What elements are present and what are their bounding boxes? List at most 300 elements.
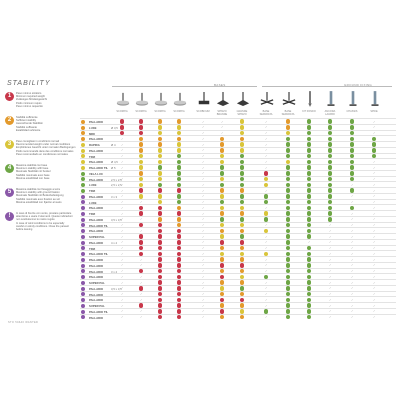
cell-not-applicable: /: [373, 251, 375, 256]
row-label: RAPIDA: [89, 143, 100, 147]
stability-rating-dot: [286, 315, 291, 320]
legend-text: Maximum stability with ground fixation: [16, 191, 60, 195]
row-label: LUXE: [89, 125, 97, 130]
row-label: VELA LUX: [89, 171, 103, 176]
cell-not-applicable: /: [121, 148, 123, 153]
cell-not-applicable: /: [351, 315, 353, 320]
column-header: GRANDE SPINZO: [236, 110, 248, 116]
row-size: Ø 4,5: [111, 160, 118, 165]
cell-not-applicable: /: [265, 205, 267, 210]
cell-not-applicable: /: [373, 223, 375, 228]
cell-not-applicable: /: [265, 257, 267, 262]
legend-text: Estabilidad suficiente: [16, 128, 41, 132]
row-label: PALLADIO: [89, 229, 104, 234]
row-label: PALLADIO: [89, 148, 104, 153]
cell-not-applicable: /: [351, 280, 353, 285]
cell-not-applicable: /: [329, 274, 331, 279]
cell-not-applicable: /: [221, 125, 223, 130]
row-label: PALLADIO TIL: [89, 223, 109, 228]
row-size: 3,5 x 3,5: [111, 217, 122, 222]
cell-not-applicable: /: [121, 200, 123, 205]
cell-not-applicable: /: [140, 263, 142, 268]
cell-not-applicable: /: [202, 165, 204, 170]
cell-not-applicable: /: [373, 234, 375, 239]
column-header: SCOBFIUM: [196, 110, 210, 113]
legend-text: Maximum stability with base: [16, 167, 49, 171]
legend-text: Massima stabilità con base: [16, 164, 48, 167]
cell-not-applicable: /: [373, 297, 375, 302]
cell-not-applicable: /: [202, 188, 204, 193]
cell-not-applicable: /: [121, 257, 123, 262]
row-label: PALLADIO: [89, 194, 104, 199]
cell-not-applicable: /: [202, 125, 204, 130]
row-label: PALLADIO: [89, 177, 104, 182]
column-header: SPINZO BRANDE: [216, 110, 228, 116]
cell-not-applicable: /: [373, 274, 375, 279]
cell-not-applicable: /: [202, 211, 204, 216]
group-rule-ground-fixing: [262, 86, 392, 87]
column-header: CHASSIS: [346, 110, 358, 113]
cell-not-applicable: /: [202, 309, 204, 314]
row-label: PALLADIO: [89, 120, 104, 124]
legend-text: Peso mínimo requerido: [16, 104, 43, 108]
column-header: SCORPIA: [116, 110, 128, 113]
legend-badge: 4: [5, 164, 14, 173]
page-title: STABILITY: [7, 80, 51, 87]
cell-not-applicable: /: [329, 228, 331, 233]
product-thumbnail-post: [346, 88, 360, 110]
cell-not-applicable: /: [121, 269, 123, 274]
cell-not-applicable: /: [265, 188, 267, 193]
row-label: PALLADIO: [89, 269, 104, 274]
legend-badge: 5: [5, 188, 14, 197]
row-label: PALLADIO: [89, 240, 104, 245]
legend-text: Máxima estabilidad con fijación al suelo: [16, 200, 62, 204]
column-header: BASE SEPARATA: [281, 110, 295, 116]
cell-not-applicable: /: [373, 246, 375, 251]
cell-not-applicable: /: [351, 303, 353, 308]
cell-not-applicable: /: [351, 217, 353, 222]
row-label: TRIZ: [89, 154, 96, 159]
group-rule-bases: [112, 86, 257, 87]
cell-not-applicable: /: [140, 315, 142, 320]
row-label: PALLADIO: [89, 298, 104, 303]
cell-not-applicable: /: [202, 292, 204, 297]
cell-not-applicable: /: [202, 217, 204, 222]
cell-not-applicable: /: [121, 309, 123, 314]
cell-not-applicable: /: [202, 280, 204, 285]
stability-rating-dot: [177, 315, 182, 320]
legend-text: Massima stabilità con fissaggio a terra: [16, 188, 60, 191]
row-stability-badge: [81, 315, 85, 319]
cell-not-applicable: /: [265, 292, 267, 297]
cell-not-applicable: /: [329, 286, 331, 291]
cell-not-applicable: /: [121, 142, 123, 147]
group-header-ground-fixing: GROUND FIXING: [344, 83, 373, 87]
legend-text: Recommended weight under normal conditions: [16, 143, 71, 147]
legend-text: Stabilité suffisante: [16, 125, 38, 129]
cell-not-applicable: /: [221, 119, 223, 124]
legend-text: Poids minimum requis: [16, 101, 42, 105]
row-size: Ø 3,5: [111, 125, 118, 130]
cell-not-applicable: /: [351, 269, 353, 274]
cell-not-applicable: /: [202, 263, 204, 268]
cell-not-applicable: /: [140, 297, 142, 302]
cell-not-applicable: /: [121, 297, 123, 302]
cell-not-applicable: /: [329, 246, 331, 251]
cell-not-applicable: /: [202, 297, 204, 302]
legend: [4, 92, 78, 236]
cell-not-applicable: /: [121, 165, 123, 170]
legend-text: Minimum required weight: [16, 95, 45, 99]
cell-not-applicable: /: [121, 240, 123, 245]
cell-not-applicable: /: [373, 228, 375, 233]
cell-not-applicable: /: [140, 280, 142, 285]
row-label: PALLADIO TIL: [89, 166, 109, 170]
cell-not-applicable: /: [121, 154, 123, 159]
legend-text: Ausreichende Stabilität: [16, 122, 43, 126]
row-label: PALLADIO: [89, 160, 104, 165]
product-thumbnail-stake: [303, 88, 317, 110]
cell-not-applicable: /: [202, 286, 204, 291]
cell-not-applicable: /: [373, 315, 375, 320]
cell-not-applicable: /: [329, 234, 331, 239]
cell-not-applicable: /: [265, 148, 267, 153]
row-label: PALLADIO TIL: [89, 309, 109, 314]
cell-not-applicable: /: [351, 309, 353, 314]
cell-not-applicable: /: [202, 119, 204, 124]
cell-not-applicable: /: [202, 159, 204, 164]
cell-not-applicable: /: [202, 240, 204, 245]
product-thumbnail-cross: [282, 88, 296, 110]
cell-not-applicable: /: [121, 188, 123, 193]
cell-not-applicable: /: [265, 303, 267, 308]
cell-not-applicable: /: [329, 223, 331, 228]
cell-not-applicable: /: [140, 274, 142, 279]
row-size: Ø 5: [111, 166, 116, 170]
cell-not-applicable: /: [329, 257, 331, 262]
cell-not-applicable: /: [202, 228, 204, 233]
row-label: PALLADIO: [89, 206, 104, 211]
row-label: PALLADIO TIL: [89, 252, 109, 257]
cell-not-applicable: /: [121, 315, 123, 320]
row-label: LUXE: [89, 183, 97, 188]
legend-item: [4, 212, 78, 234]
column-header: KIT FONDO: [302, 110, 316, 113]
cell-not-applicable: /: [373, 240, 375, 245]
cell-not-applicable: /: [329, 269, 331, 274]
cell-not-applicable: /: [373, 200, 375, 205]
row-label: PALLADIO: [89, 315, 104, 320]
product-thumbnail-disc: [173, 88, 187, 110]
cell-not-applicable: /: [121, 217, 123, 222]
cell-not-applicable: /: [140, 217, 142, 222]
cell-not-applicable: /: [121, 182, 123, 187]
column-header: SPIKE: [370, 110, 378, 113]
cell-not-applicable: /: [202, 142, 204, 147]
row-label: MIDI: [89, 131, 95, 136]
cell-not-applicable: /: [373, 171, 375, 176]
legend-text: Stabilità sufficiente: [16, 116, 38, 119]
legend-text: Empfohlenes Gewicht unter normalen Bedingungen: [16, 146, 76, 150]
cell-not-applicable: /: [351, 200, 353, 205]
cell-not-applicable: /: [373, 194, 375, 199]
cell-not-applicable: /: [202, 148, 204, 153]
cell-not-applicable: /: [265, 297, 267, 302]
cell-not-applicable: /: [121, 136, 123, 141]
row-label: PALLADIO: [89, 275, 104, 280]
cell-not-applicable: /: [121, 194, 123, 199]
cell-not-applicable: /: [265, 125, 267, 130]
footer-note: STO 50&40 WANTED: [8, 321, 39, 324]
legend-badge: !: [5, 212, 14, 221]
cell-not-applicable: /: [265, 269, 267, 274]
cell-not-applicable: /: [140, 228, 142, 233]
legend-text: Poids recommandé dans des conditions normales: [16, 149, 74, 153]
stability-rating-dot: [158, 315, 163, 320]
cell-not-applicable: /: [351, 251, 353, 256]
cell-not-applicable: /: [351, 228, 353, 233]
cell-not-applicable: /: [202, 234, 204, 239]
cell-not-applicable: /: [221, 131, 223, 136]
legend-badge: 1: [5, 92, 14, 101]
cell-not-applicable: /: [202, 251, 204, 256]
cell-not-applicable: /: [140, 309, 142, 314]
cell-not-applicable: /: [373, 286, 375, 291]
product-thumbnail-post: [324, 88, 338, 110]
legend-text: Peso mínimo sintético: [16, 92, 42, 95]
stability-rating-dot: [307, 315, 312, 320]
cell-not-applicable: /: [265, 280, 267, 285]
row-label: LUXE: [89, 200, 97, 205]
cell-not-applicable: /: [140, 257, 142, 262]
cell-not-applicable: /: [121, 280, 123, 285]
cell-not-applicable: /: [351, 234, 353, 239]
product-thumbnail-cross: [260, 88, 274, 110]
column-header: SCORPIA: [173, 110, 185, 113]
row-label: SUPER PAL: [89, 235, 105, 239]
cell-not-applicable: /: [265, 142, 267, 147]
column-header: BASE SEPARATA: [259, 110, 273, 116]
legend-text: Stabilité maximale avec fixation au sol: [16, 197, 60, 201]
cell-not-applicable: /: [265, 159, 267, 164]
cell-not-applicable: /: [265, 315, 267, 320]
cell-not-applicable: /: [351, 223, 353, 228]
row-label: PALLADIO: [89, 286, 104, 291]
row-size: Ø 4: [111, 143, 116, 147]
cell-not-applicable: /: [202, 136, 204, 141]
row-label: TRIZ: [89, 189, 96, 193]
cell-not-applicable: /: [265, 223, 267, 228]
legend-item: [4, 164, 78, 186]
cell-not-applicable: /: [140, 292, 142, 297]
cell-not-applicable: /: [121, 171, 123, 176]
cell-not-applicable: /: [202, 223, 204, 228]
cell-not-applicable: /: [202, 205, 204, 210]
cell-not-applicable: /: [121, 274, 123, 279]
product-thumbnail-block: [197, 88, 211, 110]
cell-not-applicable: /: [121, 159, 123, 164]
product-thumbnails: [112, 88, 392, 110]
cell-not-applicable: /: [351, 274, 353, 279]
cell-not-applicable: /: [373, 280, 375, 285]
cell-not-applicable: /: [373, 119, 375, 124]
cell-not-applicable: /: [202, 131, 204, 136]
cell-not-applicable: /: [351, 257, 353, 262]
cell-not-applicable: /: [121, 286, 123, 291]
cell-not-applicable: /: [373, 205, 375, 210]
legend-text: Maximale Stabilität mit Sockel: [16, 170, 51, 174]
cell-not-applicable: /: [351, 194, 353, 199]
row-size: 4 x 4: [111, 240, 118, 245]
legend-badge: 2: [5, 116, 14, 125]
cell-not-applicable: /: [373, 125, 375, 130]
product-thumbnail-disc: [154, 88, 168, 110]
cell-not-applicable: /: [121, 292, 123, 297]
stability-rating-dot: [220, 315, 225, 320]
legend-item: [4, 116, 78, 138]
cell-not-applicable: /: [351, 297, 353, 302]
cell-not-applicable: /: [373, 309, 375, 314]
cell-not-applicable: /: [329, 292, 331, 297]
cell-not-applicable: /: [121, 303, 123, 308]
cell-not-applicable: /: [373, 303, 375, 308]
cell-not-applicable: /: [329, 297, 331, 302]
cell-not-applicable: /: [373, 269, 375, 274]
cell-not-applicable: /: [121, 211, 123, 216]
cell-not-applicable: /: [265, 286, 267, 291]
row-size: 3,5 x 3,5: [111, 286, 122, 291]
cell-not-applicable: /: [373, 131, 375, 136]
column-header: ANCORA LAVABO: [324, 110, 336, 116]
stability-rating-dot: [240, 315, 245, 320]
group-header-bases: BASES: [214, 83, 226, 87]
legend-text: Peso recomendado en condiciones normales: [16, 152, 68, 156]
cell-not-applicable: /: [265, 234, 267, 239]
cell-not-applicable: /: [351, 182, 353, 187]
cell-not-applicable: /: [329, 280, 331, 285]
cell-not-applicable: /: [265, 119, 267, 124]
table-row: [80, 314, 396, 320]
legend-text: Zulässiges Mindestgewicht: [16, 98, 47, 102]
legend-item: [4, 92, 78, 114]
cell-not-applicable: /: [351, 263, 353, 268]
cell-not-applicable: /: [202, 200, 204, 205]
cell-not-applicable: /: [373, 182, 375, 187]
legend-text: attenzione e usare 3 elementi. Queste indicazioni: [16, 215, 73, 219]
cell-not-applicable: /: [202, 315, 204, 320]
column-header: SCORPIA: [154, 110, 166, 113]
legend-item: [4, 140, 78, 162]
row-label: PALLADIO: [89, 263, 104, 268]
cell-not-applicable: /: [373, 177, 375, 182]
cell-not-applicable: /: [308, 240, 310, 245]
cell-not-applicable: /: [121, 177, 123, 182]
row-label: PALLADIO: [89, 217, 104, 222]
cell-not-applicable: /: [265, 165, 267, 170]
legend-text: before leaving: [16, 228, 33, 232]
row-label: PALLADIO: [89, 258, 104, 262]
cell-not-applicable: /: [329, 303, 331, 308]
cell-not-applicable: /: [202, 269, 204, 274]
cell-not-applicable: /: [121, 251, 123, 256]
cell-not-applicable: /: [351, 246, 353, 251]
cell-not-applicable: /: [121, 228, 123, 233]
row-size: 3 x 4: [111, 269, 118, 274]
cell-not-applicable: /: [121, 234, 123, 239]
cell-not-applicable: /: [202, 154, 204, 159]
cell-not-applicable: /: [265, 131, 267, 136]
cell-not-applicable: /: [202, 246, 204, 251]
cell-not-applicable: /: [329, 251, 331, 256]
cell-not-applicable: /: [202, 274, 204, 279]
cell-not-applicable: /: [373, 165, 375, 170]
legend-text: Peso consigliato in condizioni normali: [16, 140, 60, 143]
cell-not-applicable: /: [351, 211, 353, 216]
cell-not-applicable: /: [202, 177, 204, 182]
cell-not-applicable: /: [265, 240, 267, 245]
cell-not-applicable: /: [202, 257, 204, 262]
cell-not-applicable: /: [202, 303, 204, 308]
cell-not-applicable: /: [351, 286, 353, 291]
product-thumbnail-disc: [135, 88, 149, 110]
legend-text: careful on windy conditions. Close the parasol: [16, 224, 69, 228]
cell-not-applicable: /: [121, 263, 123, 268]
legend-text: Stabilité maximale avec base: [16, 173, 50, 177]
legend-text: In case of wind conditions to be especially: [16, 221, 65, 225]
row-label: TRIZ: [89, 212, 96, 216]
cell-not-applicable: /: [329, 263, 331, 268]
cell-not-applicable: /: [202, 194, 204, 199]
product-thumbnail-post: [368, 88, 382, 110]
column-header: SCORPIA: [135, 110, 147, 113]
cell-not-applicable: /: [329, 315, 331, 320]
row-size: 2,5 x 2,5: [111, 177, 122, 182]
cell-not-applicable: /: [121, 205, 123, 210]
row-label: SUPER PAL: [89, 304, 105, 308]
product-thumbnail-tile: [236, 88, 250, 110]
cell-not-applicable: /: [121, 223, 123, 228]
legend-text: non sostituiscono le nostre regole: [16, 218, 55, 222]
row-label: PALLADIO: [89, 292, 104, 297]
cell-not-applicable: /: [121, 246, 123, 251]
product-thumbnail-tile: [216, 88, 230, 110]
cell-not-applicable: /: [265, 136, 267, 141]
legend-text: Máxima estabilidad con base: [16, 176, 50, 180]
cell-not-applicable: /: [265, 263, 267, 268]
legend-text: Sufficient stability: [16, 119, 36, 123]
cell-not-applicable: /: [265, 246, 267, 251]
row-size: 3 x 3: [111, 194, 118, 199]
row-label: PALLADIO: [89, 137, 104, 142]
cell-not-applicable: /: [373, 188, 375, 193]
cell-not-applicable: /: [351, 240, 353, 245]
legend-text: In caso di brezze con vento, prestare particolare: [16, 212, 72, 215]
cell-not-applicable: /: [373, 257, 375, 262]
product-thumbnail-disc: [116, 88, 130, 110]
cell-not-applicable: /: [373, 263, 375, 268]
row-label: TRIZ: [89, 246, 96, 251]
row-size: 2,5 x 2,5: [111, 183, 122, 188]
cell-not-applicable: /: [373, 217, 375, 222]
cell-not-applicable: /: [140, 200, 142, 205]
row-label: SUPER PAL: [89, 281, 105, 285]
cell-not-applicable: /: [329, 309, 331, 314]
cell-not-applicable: /: [265, 154, 267, 159]
cell-not-applicable: /: [202, 182, 204, 187]
cell-not-applicable: /: [373, 211, 375, 216]
legend-badge: 3: [5, 140, 14, 149]
